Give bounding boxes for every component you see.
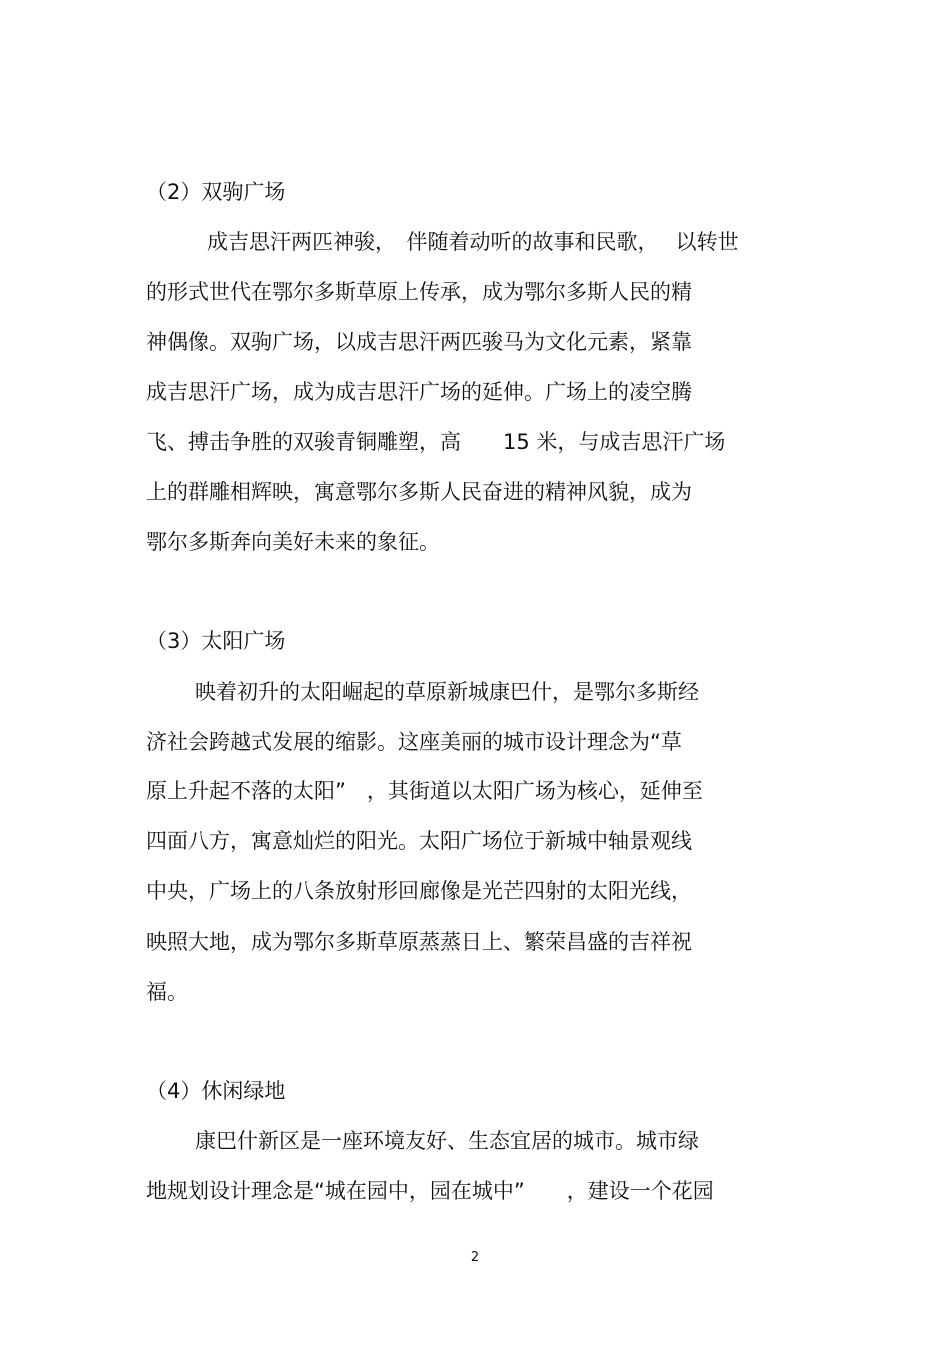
paragraph-line: 鄂尔多斯奔向美好未来的象征。 <box>146 530 440 554</box>
paragraph-line: 福。 <box>146 980 188 1004</box>
paragraph-line: 映着初升的太阳崛起的草原新城康巴什，是鄂尔多斯经 <box>195 680 699 704</box>
paragraph-line: 神偶像。双驹广场，以成吉思汗两匹骏马为文化元素，紧靠 <box>146 330 692 354</box>
paragraph-line: 飞、搏击争胜的双骏青铜雕塑，高 15 米，与成吉思汗广场 <box>146 430 726 454</box>
paragraph-line: 康巴什新区是一座环境友好、生态宜居的城市。城市绿 <box>195 1129 699 1153</box>
section-heading: （3）太阳广场 <box>146 629 286 653</box>
paragraph-line: 中央，广场上的八条放射形回廊像是光芒四射的太阳光线， <box>146 879 692 903</box>
page-number: 2 <box>470 1250 480 1265</box>
paragraph-line: 成吉思汗广场，成为成吉思汗广场的延伸。广场上的凌空腾 <box>146 380 692 404</box>
paragraph-line: 济社会跨越式发展的缩影。这座美丽的城市设计理念为“草 <box>146 730 682 754</box>
paragraph-line: 地规划设计理念是“城在园中，园在城中” ，建设一个花园 <box>146 1179 714 1203</box>
paragraph-line: 上的群雕相辉映，寓意鄂尔多斯人民奋进的精神风貌，成为 <box>146 480 692 504</box>
section-heading: （2）双驹广场 <box>146 180 286 204</box>
paragraph-line: 映照大地，成为鄂尔多斯草原蒸蒸日上、繁荣昌盛的吉祥祝 <box>146 930 692 954</box>
paragraph-line: 四面八方，寓意灿烂的阳光。太阳广场位于新城中轴景观线 <box>146 829 692 853</box>
paragraph-line: 的形式世代在鄂尔多斯草原上传承，成为鄂尔多斯人民的精 <box>146 280 692 304</box>
paragraph-line: 成吉思汗两匹神骏， 伴随着动听的故事和民歌， 以转世 <box>207 230 739 254</box>
section-heading: （4）休闲绿地 <box>146 1079 286 1103</box>
paragraph-line: 原上升起不落的太阳” ，其街道以太阳广场为核心，延伸至 <box>146 779 703 803</box>
